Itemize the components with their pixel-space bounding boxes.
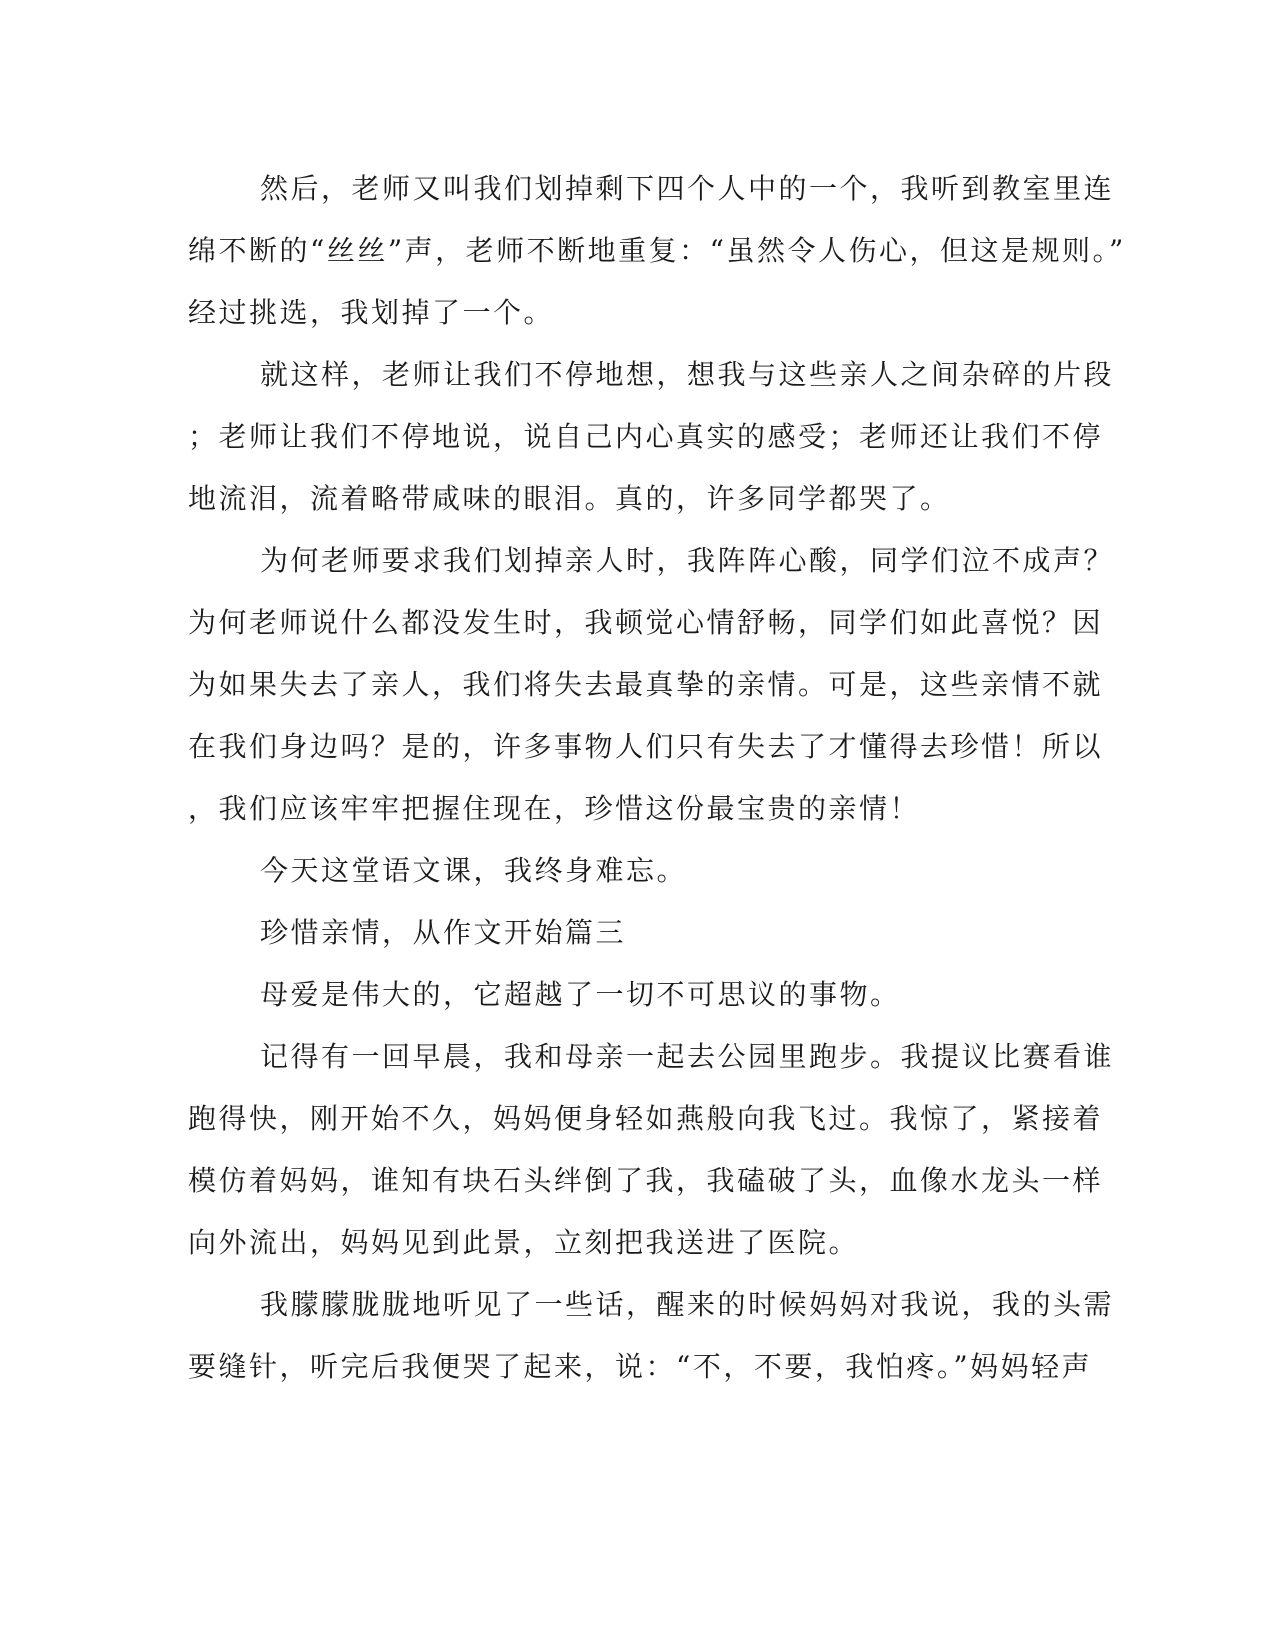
text-line: 跑得快，刚开始不久，妈妈便身轻如燕般向我飞过。我惊了，紧接着 — [188, 1102, 1104, 1135]
text-line: 我朦朦胧胧地听见了一些话，醒来的时候妈妈对我说，我的头需 — [260, 1288, 1115, 1321]
text-line: 记得有一回早晨，我和母亲一起去公园里跑步。我提议比赛看谁 — [260, 1040, 1115, 1073]
text-line: 经过挑选，我划掉了一个。 — [188, 296, 555, 329]
text-line: 为如果失去了亲人，我们将失去最真挚的亲情。可是，这些亲情不就 — [188, 668, 1104, 701]
text-line: 要缝针，听完后我便哭了起来，说：“不，不要，我怕疼。”妈妈轻声 — [188, 1350, 1093, 1383]
text-line: 在我们身边吗？是的，许多事物人们只有失去了才懂得去珍惜！所以 — [188, 730, 1104, 763]
text-line: 模仿着妈妈，谁知有块石头绊倒了我，我磕破了头，血像水龙头一样 — [188, 1164, 1104, 1197]
text-line: 为何老师说什么都没发生时，我顿觉心情舒畅，同学们如此喜悦？因 — [188, 606, 1104, 639]
text-line: 今天这堂语文课，我终身难忘。 — [260, 854, 688, 887]
text-line: 母爱是伟大的，它超越了一切不可思议的事物。 — [260, 978, 901, 1011]
text-line: 就这样，老师让我们不停地想，想我与这些亲人之间杂碎的片段 — [260, 358, 1115, 391]
text-line: 绵不断的“丝丝”声，老师不断地重复：“虽然令人伤心，但这是规则。” — [188, 234, 1126, 267]
text-line: 地流泪，流着略带咸味的眼泪。真的，许多同学都哭了。 — [188, 482, 951, 515]
text-line: ；老师让我们不停地说，说自己内心真实的感受；老师还让我们不停 — [188, 420, 1104, 453]
text-line: 然后，老师又叫我们划掉剩下四个人中的一个，我听到教室里连 — [260, 172, 1115, 205]
section-heading: 珍惜亲情，从作文开始篇三 — [260, 916, 627, 949]
text-line: 向外流出，妈妈见到此景，立刻把我送进了医院。 — [188, 1226, 860, 1259]
text-line: 为何老师要求我们划掉亲人时，我阵阵心酸，同学们泣不成声？ — [260, 544, 1115, 577]
text-line: ，我们应该牢牢把握住现在，珍惜这份最宝贵的亲情！ — [188, 792, 921, 825]
essay-text — [188, 165, 1126, 1405]
